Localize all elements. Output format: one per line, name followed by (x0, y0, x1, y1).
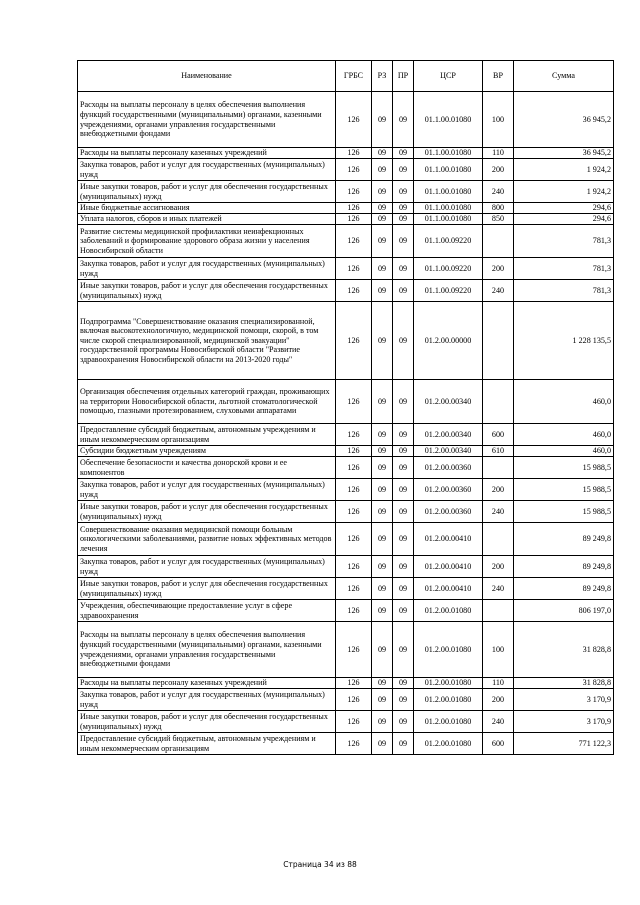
cell-rz: 09 (372, 258, 393, 280)
cell-rz: 09 (372, 214, 393, 225)
cell-name: Предоставление субсидий бюджетным, автономным учреждениям и иным некоммерческим организациям (78, 424, 336, 446)
cell-grbs: 126 (336, 214, 372, 225)
cell-pr: 09 (393, 148, 414, 159)
cell-sum: 3 170,9 (514, 711, 614, 733)
cell-pr: 09 (393, 302, 414, 380)
cell-name: Подпрограмма "Совершенствование оказания специализированной, включая высокотехнологичную, медицинской помощи, скорой, в том числе скорой специализированной, медицинской эвакуации" государственной программы Новосибирской области "Развитие здравоохранения Новосибирской области на 2013-2020 годы" (78, 302, 336, 380)
page-footer: Страница 34 из 88 (283, 860, 357, 869)
cell-name: Расходы на выплаты персоналу в целях обеспечения выполнения функций государственными (муниципальными) органами, казенными учреждениями, органами управления государственными внебюджетными фондами (78, 92, 336, 148)
cell-vr (483, 457, 514, 479)
cell-sum: 31 828,8 (514, 678, 614, 689)
cell-csr: 01.2.00.00340 (414, 446, 483, 457)
table-row (78, 214, 614, 225)
cell-name: Организация обеспечения отдельных категорий граждан, проживающих на территории Новосибирской области, льготной стоматологической помощью, глазными протезированием, слуховыми аппаратами (78, 380, 336, 424)
table-row (78, 501, 614, 523)
table-row (78, 280, 614, 302)
cell-name: Совершенствование оказания медицинской помощи больным онкологическими заболеваниями, развитие новых эффективных методов лечения (78, 523, 336, 556)
cell-sum: 294,6 (514, 203, 614, 214)
cell-sum: 36 945,2 (514, 92, 614, 148)
cell-csr: 01.1.00.01080 (414, 203, 483, 214)
cell-pr: 09 (393, 214, 414, 225)
table-header-row (78, 61, 614, 92)
cell-grbs: 126 (336, 556, 372, 578)
cell-name: Расходы на выплаты персоналу казенных учреждений (78, 678, 336, 689)
table-row (78, 424, 614, 446)
cell-rz: 09 (372, 92, 393, 148)
cell-sum: 781,3 (514, 280, 614, 302)
cell-vr: 200 (483, 159, 514, 181)
cell-grbs: 126 (336, 689, 372, 711)
cell-csr: 01.2.00.01080 (414, 600, 483, 622)
cell-csr: 01.1.00.09220 (414, 280, 483, 302)
cell-name: Иные закупки товаров, работ и услуг для обеспечения государственных (муниципальных) нужд (78, 181, 336, 203)
cell-pr: 09 (393, 424, 414, 446)
cell-grbs: 126 (336, 225, 372, 258)
cell-grbs: 126 (336, 501, 372, 523)
cell-grbs: 126 (336, 446, 372, 457)
cell-name: Иные закупки товаров, работ и услуг для обеспечения государственных (муниципальных) нужд (78, 501, 336, 523)
header-csr: ЦСР (414, 61, 483, 92)
cell-name: Уплата налогов, сборов и иных платежей (78, 214, 336, 225)
cell-rz: 09 (372, 523, 393, 556)
cell-vr (483, 600, 514, 622)
cell-rz: 09 (372, 600, 393, 622)
cell-vr (483, 523, 514, 556)
cell-pr: 09 (393, 600, 414, 622)
cell-sum: 460,0 (514, 380, 614, 424)
cell-sum: 31 828,8 (514, 622, 614, 678)
cell-name: Расходы на выплаты персоналу в целях обеспечения выполнения функций государственными (муниципальными) органами, казенными учреждениями, органами управления государственными внебюджетными фондами (78, 622, 336, 678)
cell-rz: 09 (372, 556, 393, 578)
cell-grbs: 126 (336, 711, 372, 733)
cell-vr: 240 (483, 711, 514, 733)
cell-sum: 460,0 (514, 446, 614, 457)
cell-csr: 01.2.00.00360 (414, 479, 483, 501)
cell-rz: 09 (372, 733, 393, 755)
cell-vr (483, 225, 514, 258)
cell-sum: 781,3 (514, 225, 614, 258)
cell-pr: 09 (393, 479, 414, 501)
table-row (78, 578, 614, 600)
cell-rz: 09 (372, 622, 393, 678)
cell-pr: 09 (393, 711, 414, 733)
cell-rz: 09 (372, 380, 393, 424)
cell-sum: 89 249,8 (514, 523, 614, 556)
cell-grbs: 126 (336, 302, 372, 380)
cell-sum: 1 924,2 (514, 159, 614, 181)
cell-grbs: 126 (336, 578, 372, 600)
cell-csr: 01.2.00.01080 (414, 711, 483, 733)
cell-grbs: 126 (336, 159, 372, 181)
cell-rz: 09 (372, 689, 393, 711)
cell-pr: 09 (393, 203, 414, 214)
table-row (78, 181, 614, 203)
cell-vr: 240 (483, 181, 514, 203)
table-row (78, 302, 614, 380)
cell-name: Иные закупки товаров, работ и услуг для обеспечения государственных (муниципальных) нужд (78, 280, 336, 302)
cell-csr: 01.2.00.00000 (414, 302, 483, 380)
cell-sum: 771 122,3 (514, 733, 614, 755)
cell-rz: 09 (372, 302, 393, 380)
cell-pr: 09 (393, 689, 414, 711)
cell-grbs: 126 (336, 733, 372, 755)
cell-sum: 1 228 135,5 (514, 302, 614, 380)
cell-grbs: 126 (336, 203, 372, 214)
cell-pr: 09 (393, 622, 414, 678)
cell-grbs: 126 (336, 424, 372, 446)
cell-rz: 09 (372, 578, 393, 600)
budget-table (77, 60, 614, 755)
cell-name: Закупка товаров, работ и услуг для государственных (муниципальных) нужд (78, 479, 336, 501)
cell-rz: 09 (372, 225, 393, 258)
cell-rz: 09 (372, 181, 393, 203)
cell-name: Закупка товаров, работ и услуг для государственных (муниципальных) нужд (78, 258, 336, 280)
cell-csr: 01.2.00.01080 (414, 733, 483, 755)
cell-csr: 01.2.00.00410 (414, 523, 483, 556)
cell-sum: 3 170,9 (514, 689, 614, 711)
cell-grbs: 126 (336, 457, 372, 479)
cell-rz: 09 (372, 148, 393, 159)
cell-pr: 09 (393, 92, 414, 148)
table-row (78, 203, 614, 214)
cell-vr: 600 (483, 733, 514, 755)
table-row (78, 159, 614, 181)
cell-vr: 240 (483, 501, 514, 523)
header-name: Наименование (78, 61, 336, 92)
cell-rz: 09 (372, 424, 393, 446)
cell-name: Иные бюджетные ассигнования (78, 203, 336, 214)
cell-grbs: 126 (336, 280, 372, 302)
table-row (78, 92, 614, 148)
cell-csr: 01.2.00.01080 (414, 678, 483, 689)
table-row (78, 479, 614, 501)
table-row (78, 446, 614, 457)
cell-name: Предоставление субсидий бюджетным, автономным учреждениям и иным некоммерческим организациям (78, 733, 336, 755)
cell-csr: 01.1.00.01080 (414, 181, 483, 203)
cell-sum: 806 197,0 (514, 600, 614, 622)
cell-pr: 09 (393, 446, 414, 457)
cell-name: Субсидии бюджетным учреждениям (78, 446, 336, 457)
cell-vr: 100 (483, 92, 514, 148)
cell-name: Обеспечение безопасности и качества донорской крови и ее компонентов (78, 457, 336, 479)
cell-vr: 110 (483, 678, 514, 689)
cell-csr: 01.1.00.01080 (414, 214, 483, 225)
cell-csr: 01.1.00.01080 (414, 148, 483, 159)
cell-vr: 240 (483, 578, 514, 600)
cell-pr: 09 (393, 225, 414, 258)
cell-name: Закупка товаров, работ и услуг для государственных (муниципальных) нужд (78, 556, 336, 578)
cell-csr: 01.2.00.01080 (414, 689, 483, 711)
table-row (78, 600, 614, 622)
cell-pr: 09 (393, 457, 414, 479)
cell-sum: 89 249,8 (514, 578, 614, 600)
cell-csr: 01.2.00.00360 (414, 457, 483, 479)
cell-name: Закупка товаров, работ и услуг для государственных (муниципальных) нужд (78, 689, 336, 711)
cell-pr: 09 (393, 578, 414, 600)
cell-pr: 09 (393, 258, 414, 280)
cell-grbs: 126 (336, 622, 372, 678)
cell-vr: 110 (483, 148, 514, 159)
table-row (78, 689, 614, 711)
table-row (78, 148, 614, 159)
cell-pr: 09 (393, 181, 414, 203)
cell-pr: 09 (393, 556, 414, 578)
cell-grbs: 126 (336, 181, 372, 203)
table-row (78, 678, 614, 689)
cell-pr: 09 (393, 523, 414, 556)
cell-sum: 1 924,2 (514, 181, 614, 203)
cell-rz: 09 (372, 280, 393, 302)
table-row (78, 556, 614, 578)
cell-csr: 01.2.00.00410 (414, 556, 483, 578)
cell-name: Расходы на выплаты персоналу казенных учреждений (78, 148, 336, 159)
cell-sum: 15 988,5 (514, 501, 614, 523)
cell-sum: 460,0 (514, 424, 614, 446)
cell-pr: 09 (393, 501, 414, 523)
cell-vr: 800 (483, 203, 514, 214)
cell-grbs: 126 (336, 523, 372, 556)
table-row (78, 457, 614, 479)
cell-grbs: 126 (336, 92, 372, 148)
table-row (78, 711, 614, 733)
cell-grbs: 126 (336, 258, 372, 280)
cell-vr: 200 (483, 258, 514, 280)
cell-vr: 100 (483, 622, 514, 678)
cell-pr: 09 (393, 678, 414, 689)
header-sum: Сумма (514, 61, 614, 92)
table-row (78, 622, 614, 678)
cell-name: Иные закупки товаров, работ и услуг для обеспечения государственных (муниципальных) нужд (78, 578, 336, 600)
cell-name: Развитие системы медицинской профилактики неинфекционных заболеваний и формирование здорового образа жизни у населения Новосибирской области (78, 225, 336, 258)
cell-rz: 09 (372, 501, 393, 523)
cell-csr: 01.2.00.00340 (414, 424, 483, 446)
cell-rz: 09 (372, 457, 393, 479)
cell-csr: 01.1.00.09220 (414, 225, 483, 258)
cell-rz: 09 (372, 203, 393, 214)
cell-vr: 200 (483, 556, 514, 578)
cell-pr: 09 (393, 280, 414, 302)
cell-sum: 15 988,5 (514, 457, 614, 479)
cell-sum: 781,3 (514, 258, 614, 280)
cell-grbs: 126 (336, 479, 372, 501)
cell-name: Учреждения, обеспечивающие предоставление услуг в сфере здравоохранения (78, 600, 336, 622)
cell-name: Иные закупки товаров, работ и услуг для обеспечения государственных (муниципальных) нужд (78, 711, 336, 733)
table-row (78, 523, 614, 556)
cell-csr: 01.1.00.01080 (414, 159, 483, 181)
cell-name: Закупка товаров, работ и услуг для государственных (муниципальных) нужд (78, 159, 336, 181)
table-row (78, 733, 614, 755)
header-vr: ВР (483, 61, 514, 92)
cell-vr (483, 302, 514, 380)
header-rz: РЗ (372, 61, 393, 92)
cell-vr: 200 (483, 479, 514, 501)
table-row (78, 380, 614, 424)
cell-csr: 01.2.00.00360 (414, 501, 483, 523)
cell-pr: 09 (393, 159, 414, 181)
cell-vr: 240 (483, 280, 514, 302)
cell-vr (483, 380, 514, 424)
cell-rz: 09 (372, 479, 393, 501)
cell-rz: 09 (372, 678, 393, 689)
cell-sum: 36 945,2 (514, 148, 614, 159)
cell-vr: 600 (483, 424, 514, 446)
cell-grbs: 126 (336, 600, 372, 622)
cell-csr: 01.1.00.09220 (414, 258, 483, 280)
cell-pr: 09 (393, 380, 414, 424)
header-pr: ПР (393, 61, 414, 92)
cell-csr: 01.2.00.00340 (414, 380, 483, 424)
cell-rz: 09 (372, 711, 393, 733)
cell-csr: 01.2.00.00410 (414, 578, 483, 600)
cell-sum: 89 249,8 (514, 556, 614, 578)
header-grbs: ГРБС (336, 61, 372, 92)
cell-pr: 09 (393, 733, 414, 755)
table-row (78, 225, 614, 258)
cell-grbs: 126 (336, 678, 372, 689)
cell-vr: 200 (483, 689, 514, 711)
cell-grbs: 126 (336, 380, 372, 424)
cell-vr: 610 (483, 446, 514, 457)
cell-csr: 01.2.00.01080 (414, 622, 483, 678)
table-row (78, 258, 614, 280)
cell-vr: 850 (483, 214, 514, 225)
cell-grbs: 126 (336, 148, 372, 159)
cell-sum: 15 988,5 (514, 479, 614, 501)
cell-csr: 01.1.00.01080 (414, 92, 483, 148)
cell-rz: 09 (372, 159, 393, 181)
cell-rz: 09 (372, 446, 393, 457)
cell-sum: 294,6 (514, 214, 614, 225)
